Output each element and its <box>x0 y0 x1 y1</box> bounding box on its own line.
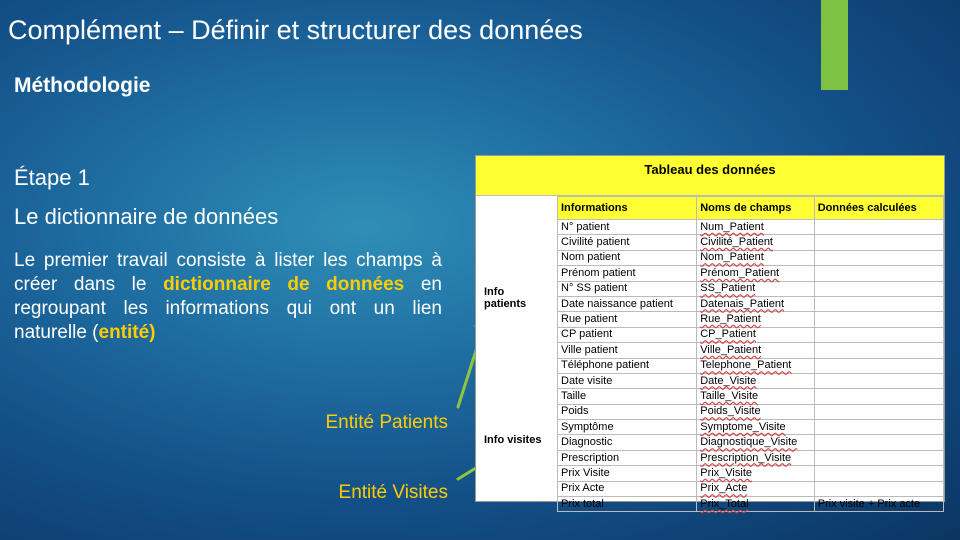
group-label-visites: Info visites <box>484 434 542 446</box>
table-cell-champ: Prescription_Visite <box>697 450 814 465</box>
table-row <box>558 435 944 450</box>
table-cell-champ: Civilité_Patient <box>697 235 814 250</box>
table-cell-champ: SS_Patient <box>697 281 814 296</box>
header-donnees-calculees: Données calculées <box>814 197 943 220</box>
table-row <box>558 497 944 512</box>
table-row <box>558 481 944 496</box>
table-row <box>558 281 944 296</box>
table-cell-info: Prix Visite <box>558 466 697 481</box>
table-header-row <box>558 197 944 220</box>
table-cell-calc <box>814 435 943 450</box>
table-row <box>558 266 944 281</box>
table-row <box>558 358 944 373</box>
table-cell-calc <box>814 481 943 496</box>
table-cell-champ: Nom_Patient <box>697 250 814 265</box>
table-row <box>558 312 944 327</box>
table-cell-calc <box>814 343 943 358</box>
table-cell-info: Prix Acte <box>558 481 697 496</box>
table-cell-info: CP patient <box>558 327 697 342</box>
group-label-patients: Info patients <box>484 286 527 310</box>
table-cell-calc <box>814 373 943 388</box>
table-cell-champ: Rue_Patient <box>697 312 814 327</box>
table-cell-info: Rue patient <box>558 312 697 327</box>
table-cell-champ: Diagnostique_Visite <box>697 435 814 450</box>
entity-visites-label: Entité Visites <box>338 482 448 503</box>
slide-title: Complément – Définir et structurer des données <box>8 15 583 45</box>
step-subtitle: Le dictionnaire de données <box>14 204 279 229</box>
table-cell-champ: Prix_Total <box>697 497 814 512</box>
table-cell-info: Poids <box>558 404 697 419</box>
table-row <box>558 373 944 388</box>
section-subtitle: Méthodologie <box>14 74 151 97</box>
table-cell-champ: Symptome_Visite <box>697 420 814 435</box>
step-title: Étape 1 <box>14 165 90 190</box>
body-text-part1: Le premier travail consiste à lister les champs à créer dans le <box>14 250 442 295</box>
data-table <box>557 196 944 512</box>
table-cell-info: N° patient <box>558 220 697 235</box>
table-cell-champ: Telephone_Patient <box>697 358 814 373</box>
table-cell-champ: Prénom_Patient <box>697 266 814 281</box>
table-row <box>558 343 944 358</box>
group-column <box>476 196 558 501</box>
table-row <box>558 450 944 465</box>
table-row <box>558 250 944 265</box>
table-cell-champ: Date_Visite <box>697 373 814 388</box>
table-cell-info: Date visite <box>558 373 697 388</box>
highlight-entite: entité) <box>98 322 156 343</box>
table-cell-calc: Prix visite + Prix acte <box>814 497 943 512</box>
table-cell-info: Taille <box>558 389 697 404</box>
table-row <box>558 220 944 235</box>
highlight-dictionnaire: dictionnaire de données <box>163 274 405 295</box>
header-informations: Informations <box>558 197 697 220</box>
table-cell-champ: CP_Patient <box>697 327 814 342</box>
table-cell-calc <box>814 312 943 327</box>
header-noms-de-champs: Noms de champs <box>697 197 814 220</box>
table-cell-calc <box>814 296 943 311</box>
table-cell-calc <box>814 358 943 373</box>
table-cell-calc <box>814 220 943 235</box>
table-cell-champ: Prix_Acte <box>697 481 814 496</box>
table-cell-champ: Poids_Visite <box>697 404 814 419</box>
table-cell-calc <box>814 250 943 265</box>
table-cell-champ: Ville_Patient <box>697 343 814 358</box>
table-title: Tableau des données <box>476 156 944 196</box>
table-cell-champ: Datenais_Patient <box>697 296 814 311</box>
table-cell-info: N° SS patient <box>558 281 697 296</box>
table-cell-info: Diagnostic <box>558 435 697 450</box>
table-cell-info: Nom patient <box>558 250 697 265</box>
table-cell-calc <box>814 420 943 435</box>
table-cell-info: Civilité patient <box>558 235 697 250</box>
body-text-part2: en regroupant les informations qui ont un lien naturelle ( <box>14 274 442 343</box>
table-cell-calc <box>814 404 943 419</box>
table-cell-calc <box>814 327 943 342</box>
table-cell-calc <box>814 466 943 481</box>
entity-patients-label: Entité Patients <box>325 412 448 433</box>
table-cell-info: Symptôme <box>558 420 697 435</box>
table-cell-info: Téléphone patient <box>558 358 697 373</box>
table-cell-calc <box>814 235 943 250</box>
table-cell-calc <box>814 389 943 404</box>
table-cell-info: Prescription <box>558 450 697 465</box>
table-cell-calc <box>814 281 943 296</box>
table-row <box>558 420 944 435</box>
table-cell-champ: Num_Patient <box>697 220 814 235</box>
table-cell-info: Prix total <box>558 497 697 512</box>
table-row <box>558 327 944 342</box>
table-cell-calc <box>814 450 943 465</box>
data-table-image <box>475 155 945 510</box>
table-row <box>558 235 944 250</box>
table-cell-champ: Prix_Visite <box>697 466 814 481</box>
table-cell-info: Prénom patient <box>558 266 697 281</box>
table-row <box>558 466 944 481</box>
table-row <box>558 389 944 404</box>
table-row <box>558 404 944 419</box>
table-row <box>558 296 944 311</box>
table-cell-info: Date naissance patient <box>558 296 697 311</box>
table-cell-info: Ville patient <box>558 343 697 358</box>
table-cell-calc <box>814 266 943 281</box>
table-cell-champ: Taille_Visite <box>697 389 814 404</box>
